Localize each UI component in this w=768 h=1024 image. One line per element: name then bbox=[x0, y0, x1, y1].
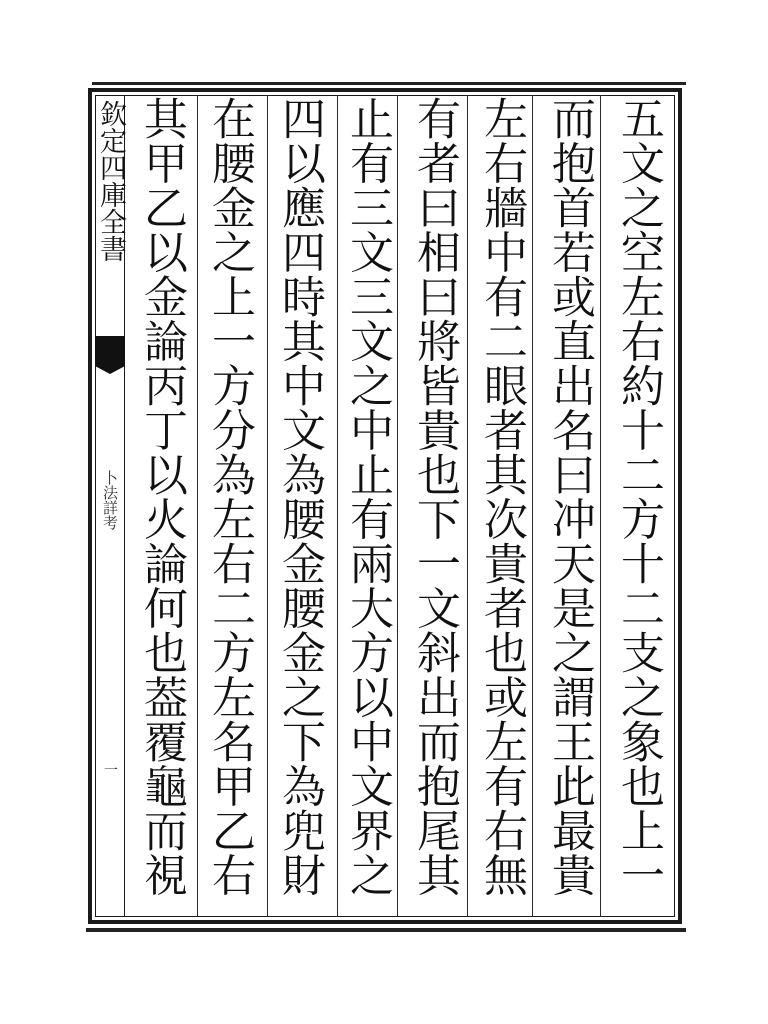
frame-top-edge bbox=[92, 82, 686, 85]
text-column-4: 有者曰相曰將皆貴也下一文斜出而抱尾其 bbox=[409, 96, 460, 897]
text-column-2: 而抱首若或直出名曰冲天是之謂王此最貴 bbox=[544, 96, 595, 897]
fish-tail-mark-icon bbox=[95, 336, 125, 366]
text-column-7: 在腰金之上一方分為左右二方左名甲乙右 bbox=[204, 96, 255, 897]
book-title: 欽定四庫全書 bbox=[95, 100, 126, 262]
section-title: 卜法詳考 bbox=[101, 470, 119, 530]
text-column-8: 其甲乙以金論丙丁以火論何也葢覆龜而視 bbox=[136, 96, 187, 897]
text-column-1: 五文之空左右約十二方十二支之象也上一 bbox=[613, 96, 664, 897]
text-column-5: 止有三文三文之中止有兩大方以中文界之 bbox=[342, 96, 393, 897]
page-number: 一 bbox=[104, 763, 118, 779]
frame-bottom-edge bbox=[86, 928, 686, 932]
text-column-3: 左右牆中有二眼者其次貴者也或左有右無 bbox=[476, 96, 527, 897]
text-column-6: 四以應四時其中文為腰金腰金之下為兜財 bbox=[274, 96, 325, 897]
